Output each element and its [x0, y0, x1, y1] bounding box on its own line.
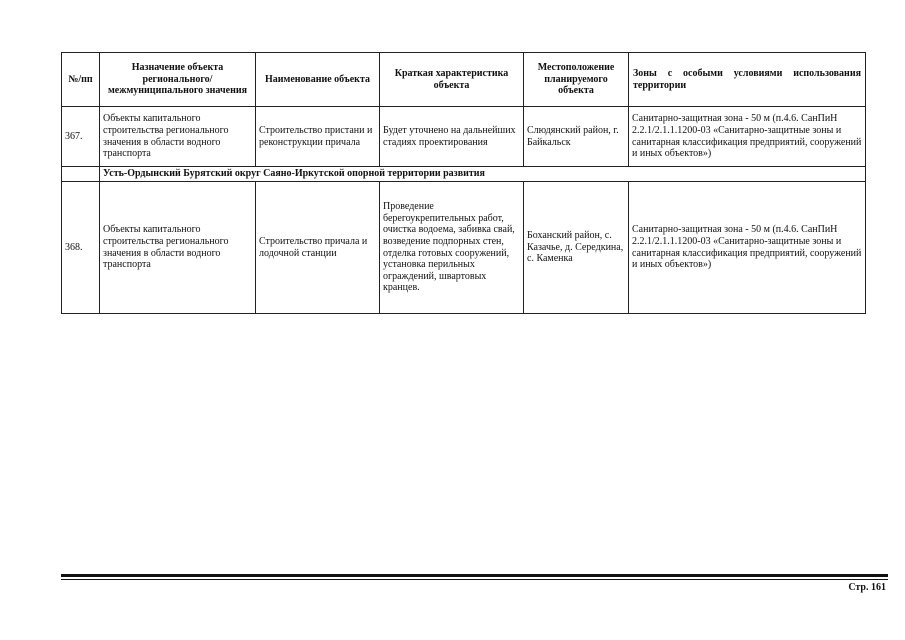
row-characteristic: Будет уточнено на дальнейших стадиях проектирования — [380, 107, 524, 167]
header-purpose: Назначение объекта регионального/ межмуниципального значения — [100, 53, 256, 107]
row-characteristic: Проведение берегоукрепительных работ, очистка водоема, забивка свай, возведение подпорных стен, отделка готовых сооружений, установка перильных ограждений, швартовых кранцев. — [380, 182, 524, 314]
row-num: 367. — [62, 107, 100, 167]
table-row — [62, 182, 866, 314]
row-name: Строительство пристани и реконструкции причала — [256, 107, 380, 167]
row-zones: Санитарно-защитная зона - 50 м (п.4.6. СанПиН 2.2.1/2.1.1.1200-03 «Санитарно-защитные зоны и санитарная классификация предприятий, сооружений и иных объектов») — [629, 182, 866, 314]
page-number: Стр. 161 — [848, 582, 886, 593]
footer-divider-thin — [61, 579, 888, 580]
row-purpose: Объекты капитального строительства регионального значения в области водного транспорта — [100, 107, 256, 167]
row-location: Боханский район, с. Казачье, д. Середкина, с. Каменка — [524, 182, 629, 314]
row-purpose: Объекты капитального строительства регионального значения в области водного транспорта — [100, 182, 256, 314]
table-row — [62, 107, 866, 167]
header-characteristic: Краткая характеристика объекта — [380, 53, 524, 107]
planning-table — [61, 52, 866, 314]
row-num: 368. — [62, 182, 100, 314]
row-name: Строительство причала и лодочной станции — [256, 182, 380, 314]
table-header-row — [62, 53, 866, 107]
header-name: Наименование объекта — [256, 53, 380, 107]
header-num: №/пп — [62, 53, 100, 107]
header-location: Местоположение планируемого объекта — [524, 53, 629, 107]
header-zones: Зоны с особыми условиями использования территории — [629, 53, 866, 107]
section-row — [62, 167, 866, 182]
section-spacer — [62, 167, 100, 182]
section-title: Усть-Ордынский Бурятский округ Саяно-Иркутской опорной территории развития — [100, 167, 866, 182]
row-zones: Санитарно-защитная зона - 50 м (п.4.6. СанПиН 2.2.1/2.1.1.1200-03 «Санитарно-защитные зоны и санитарная классификация предприятий, сооружений и иных объектов») — [629, 107, 866, 167]
row-location: Слюдянский район, г. Байкальск — [524, 107, 629, 167]
footer-divider-thick — [61, 574, 888, 577]
